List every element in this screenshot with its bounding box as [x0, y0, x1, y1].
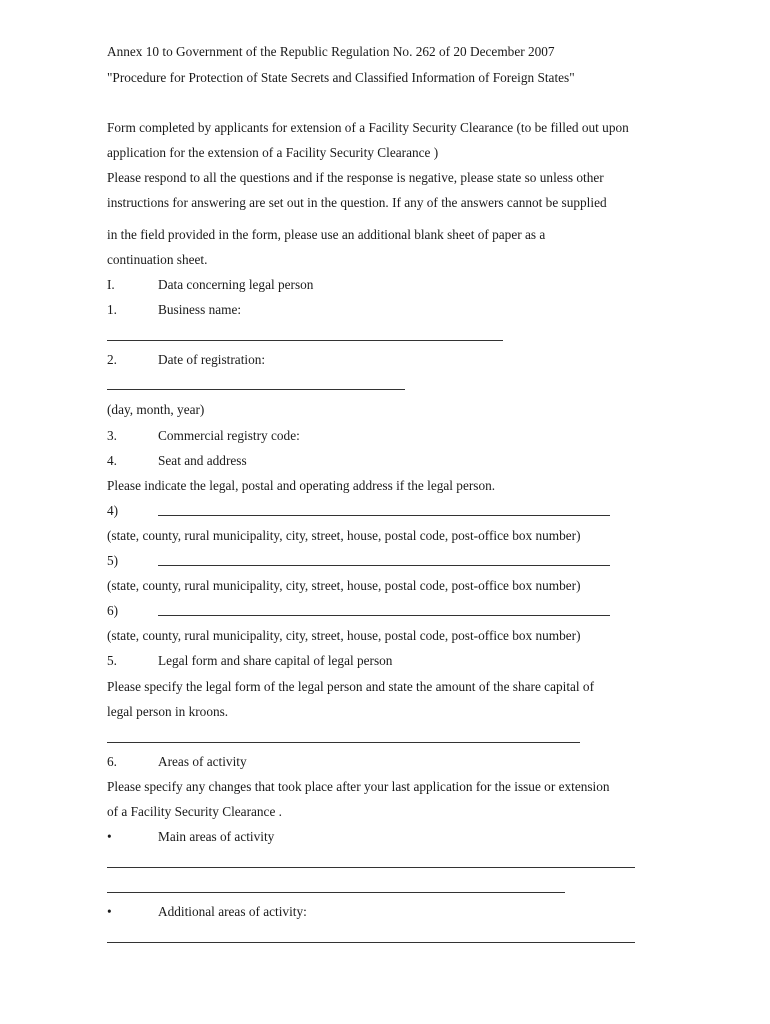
main-activity-field[interactable]: [107, 867, 635, 868]
q2-number: 2.: [107, 352, 117, 367]
q4-number: 4.: [107, 453, 117, 468]
address-hint: (state, county, rural municipality, city, street, house, postal code, post-office box number): [107, 628, 581, 643]
address-line-number: 4): [107, 503, 119, 518]
address-field[interactable]: [158, 615, 610, 616]
legal-form-field[interactable]: [107, 742, 580, 743]
business-name-field[interactable]: [107, 340, 503, 341]
intro-line-4: instructions for answering are set out in the question. If any of the answers cannot be supplied: [107, 195, 607, 210]
section-number: I.: [107, 277, 115, 292]
q3-number: 3.: [107, 428, 117, 443]
address-line-number: 5): [107, 553, 119, 568]
q6-label: Areas of activity: [158, 754, 247, 769]
header-line-1: Annex 10 to Government of the Republic Regulation No. 262 of 20 December 2007: [107, 44, 555, 59]
q5-instruction-1: Please specify the legal form of the legal person and state the amount of the share capital of: [107, 679, 595, 694]
q5-instruction-2: legal person in kroons.: [107, 704, 229, 719]
q3-label: Commercial registry code:: [158, 428, 300, 443]
address-hint: (state, county, rural municipality, city, street, house, postal code, post-office box number): [107, 578, 581, 593]
address-hint: (state, county, rural municipality, city, street, house, postal code, post-office box number): [107, 528, 581, 543]
header-line-2: "Procedure for Protection of State Secrets and Classified Information of Foreign States": [107, 70, 575, 85]
q5-label: Legal form and share capital of legal person: [158, 653, 393, 668]
additional-activity-label: Additional areas of activity:: [158, 904, 307, 919]
q2-label: Date of registration:: [158, 352, 266, 367]
q1-number: 1.: [107, 302, 117, 317]
intro-line-6: continuation sheet.: [107, 252, 208, 267]
main-activity-field[interactable]: [107, 892, 565, 893]
intro-line-2: application for the extension of a Facility Security Clearance ): [107, 145, 439, 160]
intro-line-5: in the field provided in the form, please use an additional blank sheet of paper as a: [107, 227, 546, 242]
bullet-icon: •: [107, 829, 112, 844]
registration-date-field[interactable]: [107, 389, 405, 390]
address-line-number: 6): [107, 603, 119, 618]
intro-line-1: Form completed by applicants for extension of a Facility Security Clearance (to be filled out upon: [107, 120, 629, 135]
main-activity-label: Main areas of activity: [158, 829, 275, 844]
intro-line-3: Please respond to all the questions and if the response is negative, please state so unless other: [107, 170, 604, 185]
q6-instruction-1: Please specify any changes that took place after your last application for the issue or extension: [107, 779, 610, 794]
address-field[interactable]: [158, 515, 610, 516]
q6-instruction-2: of a Facility Security Clearance .: [107, 804, 283, 819]
section-title: Data concerning legal person: [158, 277, 314, 292]
q4-label: Seat and address: [158, 453, 247, 468]
q6-number: 6.: [107, 754, 117, 769]
bullet-icon: •: [107, 904, 112, 919]
q1-label: Business name:: [158, 302, 242, 317]
q5-number: 5.: [107, 653, 117, 668]
q2-hint: (day, month, year): [107, 402, 205, 417]
q4-instruction: Please indicate the legal, postal and operating address if the legal person.: [107, 478, 496, 493]
address-field[interactable]: [158, 565, 610, 566]
additional-activity-field[interactable]: [107, 942, 635, 943]
